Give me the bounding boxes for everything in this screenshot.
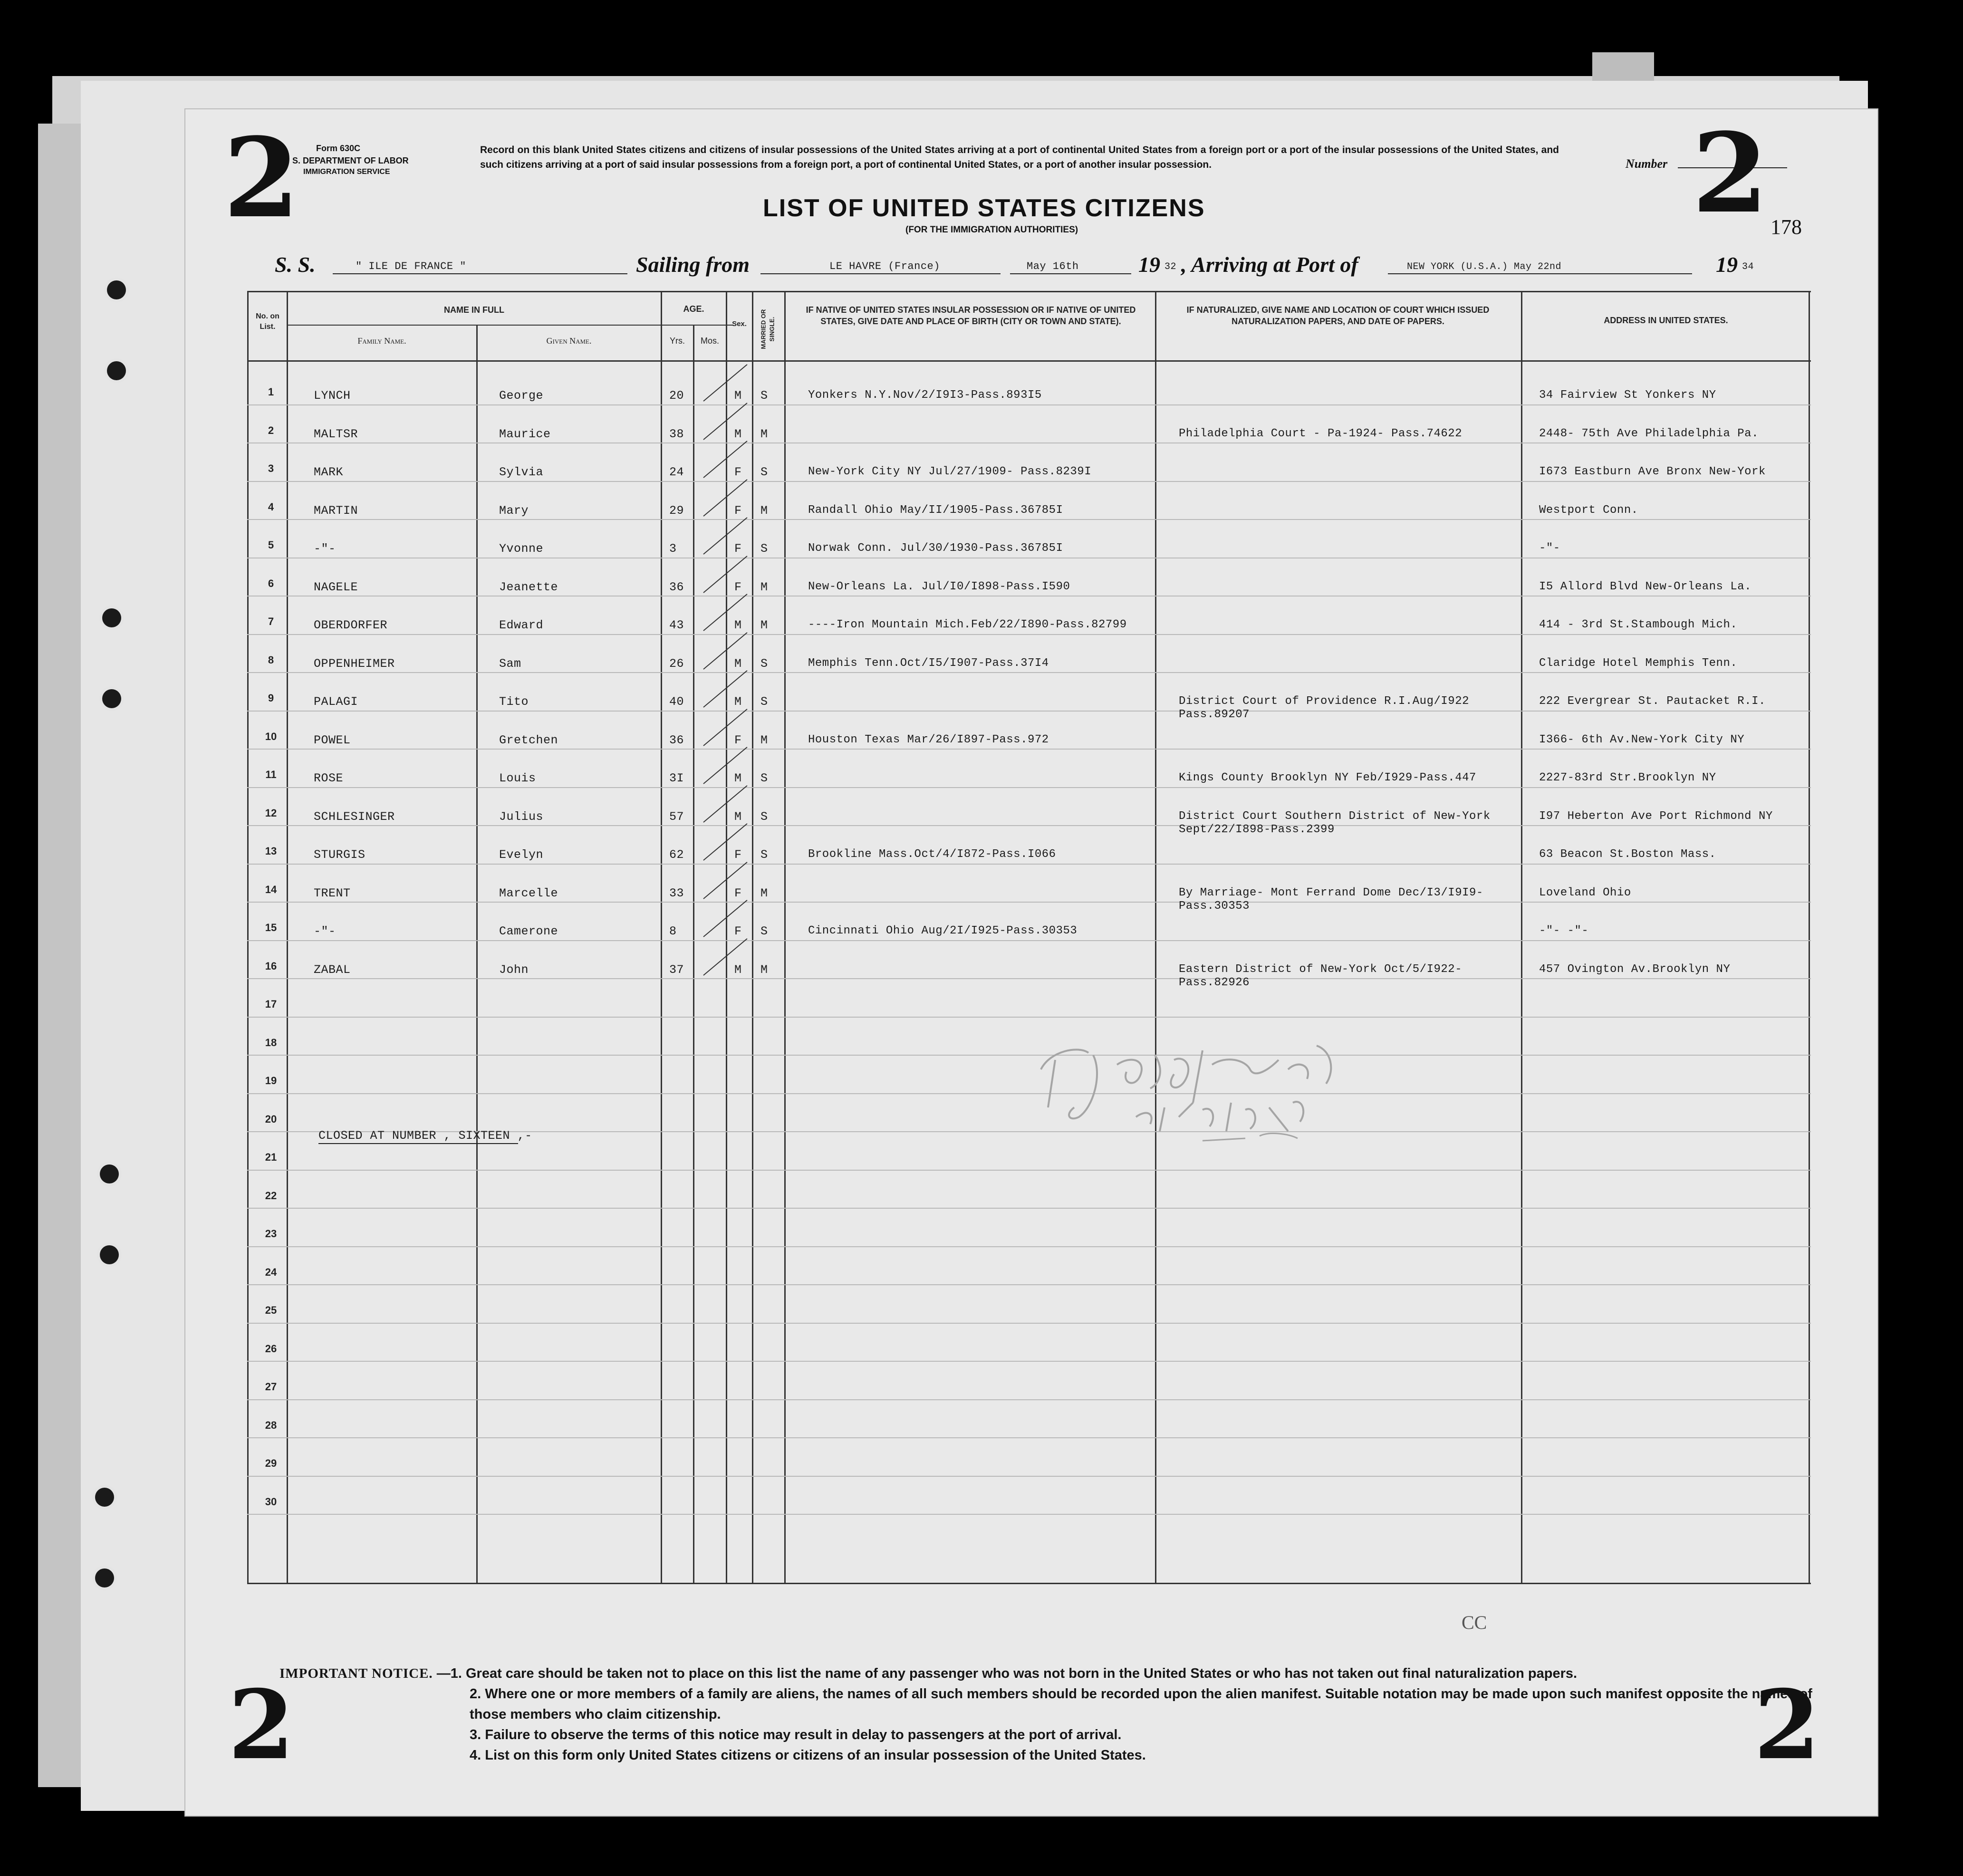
naturalization: By Marriage- Mont Ferrand Dome Dec/I3/I9I9-	[1179, 886, 1483, 899]
age-years: 29	[669, 503, 684, 518]
row-number: 9	[268, 692, 274, 704]
row-number: 21	[265, 1151, 277, 1163]
sex: M	[734, 389, 742, 403]
col-header-native: IF NATIVE OF UNITED STATES INSULAR POSSESSION OR IF NATIVE OF UNITED STATES, GIVE DATE AND PLACE OF BIRTH (CITY OR TOWN AND STATE).	[806, 305, 1136, 327]
row-rule	[247, 481, 1811, 482]
us-address: I366- 6th Av.New-York City NY	[1539, 733, 1745, 746]
naturalization-cont: Pass.89207	[1179, 708, 1250, 721]
marital-status: S	[760, 656, 768, 671]
row-number: 1	[268, 386, 274, 398]
form-subtitle: (FOR THE IMMIGRATION AUTHORITIES)	[905, 225, 1078, 235]
given-name: John	[499, 962, 529, 977]
marital-status: S	[760, 771, 768, 785]
arriving-label: , Arriving at Port of	[1181, 252, 1358, 277]
row-rule	[247, 1323, 1811, 1324]
sex: F	[734, 580, 742, 594]
table-bottom-border	[247, 1583, 1811, 1584]
number-value: 2	[1692, 109, 1769, 238]
given-name: Mary	[499, 503, 529, 518]
to-port-line	[1388, 273, 1692, 274]
us-address: I5 Allord Blvd New-Orleans La.	[1539, 580, 1752, 593]
ship-name: " ILE DE FRANCE "	[356, 260, 466, 272]
naturalization: Kings County Brooklyn NY Feb/I929-Pass.447	[1179, 771, 1476, 784]
birth-place: ----Iron Mountain Mich.Feb/22/I890-Pass.82799	[808, 618, 1127, 631]
given-name: Julius	[499, 809, 544, 824]
age-years: 40	[669, 695, 684, 709]
marital-status: S	[760, 465, 768, 479]
closed-note-underline	[318, 1143, 518, 1144]
naturalization: Eastern District of New-York Oct/5/I922-	[1179, 962, 1463, 976]
sex: F	[734, 886, 742, 900]
col-line	[476, 325, 478, 1584]
row-number: 4	[268, 500, 274, 513]
sailing-label: Sailing from	[636, 252, 750, 277]
col-line	[661, 291, 662, 1584]
punch-hole	[95, 1568, 114, 1587]
family-name: -"-	[314, 924, 336, 938]
row-rule	[247, 1208, 1811, 1209]
department: S. DEPARTMENT OF LABOR	[292, 156, 409, 165]
punch-hole	[100, 1164, 119, 1183]
us-address: 414 - 3rd St.Stambough Mich.	[1539, 618, 1738, 631]
given-name: Sam	[499, 656, 521, 671]
us-address: Loveland Ohio	[1539, 886, 1631, 899]
row-number: 25	[265, 1304, 277, 1316]
marital-status: S	[760, 848, 768, 862]
row-rule	[247, 978, 1811, 979]
family-name: MARK	[314, 465, 344, 479]
col-line	[1809, 291, 1810, 1584]
marital-status: S	[760, 542, 768, 556]
row-rule	[247, 672, 1811, 673]
row-rule	[247, 1437, 1811, 1438]
row-rule	[247, 825, 1811, 826]
birth-place: Randall Ohio May/II/1905-Pass.36785I	[808, 503, 1063, 517]
marital-status: M	[760, 962, 768, 977]
naturalization: Philadelphia Court - Pa-1924- Pass.74622	[1179, 427, 1463, 440]
row-rule	[247, 1284, 1811, 1285]
row-number: 26	[265, 1342, 277, 1355]
col-line	[247, 291, 249, 1584]
row-number: 5	[268, 539, 274, 551]
notice-item-2: 2. Where one or more members of a family are aliens, the names of all such members should be recorded upon the alien manifest. Suitable notation may be made upon such manifest opposite the names of those members who claim citizenship.	[470, 1686, 1812, 1722]
sex: M	[734, 771, 742, 785]
family-name: MALTSR	[314, 427, 358, 441]
row-number: 14	[265, 883, 277, 895]
family-name: NAGELE	[314, 580, 358, 594]
important-notice	[279, 1664, 1824, 1766]
given-name: Sylvia	[499, 465, 544, 479]
age-years: 36	[669, 733, 684, 747]
age-years: 26	[669, 656, 684, 671]
sex: F	[734, 465, 742, 479]
ship-line	[333, 273, 627, 274]
age-years: 36	[669, 580, 684, 594]
family-name: OBERDORFER	[314, 618, 388, 632]
row-number: 24	[265, 1266, 277, 1278]
row-rule	[247, 711, 1811, 712]
birth-place: Cincinnati Ohio Aug/2I/I925-Pass.30353	[808, 924, 1078, 937]
punch-hole	[102, 689, 121, 708]
service: IMMIGRATION SERVICE	[303, 168, 390, 176]
naturalization-cont: Pass.82926	[1179, 976, 1250, 989]
us-address: 457 Ovington Av.Brooklyn NY	[1539, 962, 1731, 976]
col-header-given: Given Name.	[546, 336, 592, 346]
table-top-border	[247, 291, 1811, 292]
age-years: 33	[669, 886, 684, 900]
age-years: 3	[669, 542, 677, 556]
col-line	[752, 291, 753, 1584]
row-rule	[247, 940, 1811, 941]
row-number: 29	[265, 1457, 277, 1469]
sex: F	[734, 733, 742, 747]
from-port-line	[760, 273, 1001, 274]
year-suffix-2: 34	[1742, 261, 1754, 272]
closed-note: CLOSED AT NUMBER , SIXTEEN ,-	[318, 1129, 532, 1143]
marital-status: S	[760, 924, 768, 938]
given-name: Louis	[499, 771, 536, 785]
form-title: LIST OF UNITED STATES CITIZENS	[763, 194, 1205, 222]
marital-status: M	[760, 618, 768, 632]
row-number: 22	[265, 1189, 277, 1202]
row-rule	[247, 519, 1811, 520]
given-name: Edward	[499, 618, 544, 632]
birth-place: Memphis Tenn.Oct/I5/I907-Pass.37I4	[808, 656, 1049, 670]
col-header-address: ADDRESS IN UNITED STATES.	[1604, 316, 1728, 325]
family-name: PALAGI	[314, 695, 358, 709]
marital-status: M	[760, 733, 768, 747]
col-header-name: NAME IN FULL	[444, 305, 504, 315]
row-number: 15	[265, 922, 277, 933]
marital-status: M	[760, 427, 768, 441]
row-number: 12	[265, 807, 277, 819]
age-years: 3I	[669, 771, 684, 785]
marital-status: S	[760, 695, 768, 709]
punch-hole	[102, 608, 121, 627]
col-line	[726, 291, 727, 1584]
family-name: OPPENHEIMER	[314, 656, 395, 671]
sex: M	[734, 962, 742, 977]
sex: M	[734, 695, 742, 709]
year-prefix-2: 19	[1716, 252, 1738, 277]
naturalization-cont: Sept/22/I898-Pass.2399	[1179, 823, 1335, 836]
marital-status: M	[760, 886, 768, 900]
from-date-line	[1010, 273, 1131, 274]
col-line	[1155, 291, 1156, 1584]
family-name: MARTIN	[314, 503, 358, 518]
form-id: Form 630C	[316, 144, 361, 153]
us-address: 2227-83rd Str.Brooklyn NY	[1539, 771, 1716, 784]
family-name: SCHLESINGER	[314, 809, 395, 824]
us-address: -"- -"-	[1539, 924, 1589, 937]
row-number: 28	[265, 1419, 277, 1431]
row-number: 27	[265, 1381, 277, 1393]
notice-item-3: 3. Failure to observe the terms of this notice may result in delay to passengers at the port of arrival.	[470, 1727, 1122, 1742]
row-number: 13	[265, 845, 277, 857]
to-port: NEW YORK (U.S.A.) May 22nd	[1407, 261, 1562, 272]
col-line	[693, 325, 694, 1584]
col-header-mos: Mos.	[700, 336, 719, 346]
number-label: Number	[1626, 157, 1668, 171]
row-number: 2	[268, 424, 274, 436]
punch-hole	[107, 361, 126, 380]
us-address: Westport Conn.	[1539, 503, 1638, 517]
family-name: TRENT	[314, 886, 351, 900]
us-address: 222 Evergrear St. Pautacket R.I.	[1539, 695, 1766, 708]
birth-place: New-York City NY Jul/27/1909- Pass.8239I	[808, 465, 1092, 478]
row-number: 7	[268, 616, 274, 627]
sex: M	[734, 618, 742, 632]
sex: M	[734, 656, 742, 671]
col-header-no: No. on List.	[256, 312, 279, 331]
row-number: 19	[265, 1075, 277, 1087]
us-address: I673 Eastburn Ave Bronx New-York	[1539, 465, 1766, 478]
age-years: 8	[669, 924, 677, 938]
header-bottom-border	[247, 360, 1811, 362]
age-years: 62	[669, 848, 684, 862]
instructions: Record on this blank United States citizens and citizens of insular possessions of the United States arriving at a port of continental United States from a foreign port or a port of the insular possessions of the United States, and such citizens arriving at a port of said insular possessions from a foreign port, a port of continental United States, or a port of another insular possession.	[480, 144, 1559, 170]
from-date: May 16th	[1027, 260, 1079, 272]
us-address: Claridge Hotel Memphis Tenn.	[1539, 656, 1738, 670]
inspector-signature	[1022, 1008, 1393, 1150]
sex: F	[734, 503, 742, 518]
row-number: 17	[265, 998, 277, 1010]
name-subheader-line	[288, 325, 733, 326]
given-name: Yvonne	[499, 542, 544, 556]
family-name: ROSE	[314, 771, 344, 785]
sheet-number-mark-bottom-left: 2	[228, 1669, 295, 1781]
family-name: LYNCH	[314, 389, 351, 403]
given-name: George	[499, 389, 544, 403]
family-name: POWEL	[314, 733, 351, 747]
birth-place: Brookline Mass.Oct/4/I872-Pass.I066	[808, 848, 1056, 861]
birth-place: Norwak Conn. Jul/30/1930-Pass.36785I	[808, 542, 1063, 555]
row-number: 11	[265, 769, 277, 780]
row-rule	[247, 864, 1811, 865]
given-name: Jeanette	[499, 580, 558, 594]
bottom-mark: CC	[1462, 1612, 1487, 1633]
page-number: 178	[1771, 215, 1802, 239]
given-name: Gretchen	[499, 733, 558, 747]
punch-hole	[100, 1245, 119, 1264]
row-number: 16	[265, 960, 277, 972]
row-number: 30	[265, 1495, 277, 1508]
given-name: Evelyn	[499, 848, 544, 862]
row-rule	[247, 902, 1811, 903]
naturalization: District Court of Providence R.I.Aug/I922	[1179, 695, 1469, 708]
col-line	[287, 291, 288, 1584]
row-rule	[247, 749, 1811, 750]
row-number: 10	[265, 730, 277, 742]
col-line	[784, 291, 786, 1584]
us-address: 63 Beacon St.Boston Mass.	[1539, 848, 1716, 861]
row-rule	[247, 634, 1811, 635]
family-name: -"-	[314, 542, 336, 556]
naturalization-cont: Pass.30353	[1179, 899, 1250, 913]
row-rule	[247, 1246, 1811, 1247]
sex: M	[734, 809, 742, 824]
given-name: Marcelle	[499, 886, 558, 900]
age-years: 37	[669, 962, 684, 977]
year-prefix-1: 19	[1138, 252, 1160, 277]
given-name: Camerone	[499, 924, 558, 938]
sex: M	[734, 427, 742, 441]
marital-status: S	[760, 389, 768, 403]
col-header-naturalized: IF NATURALIZED, GIVE NAME AND LOCATION OF COURT WHICH ISSUED NATURALIZATION PAPERS, AND DATE OF PAPERS.	[1186, 305, 1490, 327]
col-line	[1521, 291, 1522, 1584]
year-suffix-1: 32	[1164, 261, 1177, 272]
row-rule	[247, 1514, 1811, 1515]
row-rule	[247, 1361, 1811, 1362]
us-address: -"-	[1539, 542, 1560, 555]
sex: F	[734, 924, 742, 938]
row-number: 8	[268, 654, 274, 666]
row-rule	[247, 787, 1811, 788]
row-rule	[247, 1170, 1811, 1171]
punch-hole	[107, 280, 126, 299]
us-address: I97 Heberton Ave Port Richmond NY	[1539, 809, 1773, 823]
row-number: 18	[265, 1036, 277, 1049]
notice-item-1: —1. Great care should be taken not to place on this list the name of any passenger who was not born in the United States or who has not taken out final naturalization papers.	[436, 1666, 1578, 1681]
row-number: 6	[268, 577, 274, 589]
punch-hole	[95, 1488, 114, 1507]
row-rule	[247, 404, 1811, 405]
col-header-yrs: Yrs.	[669, 336, 685, 346]
ss-label: S. S.	[275, 252, 316, 277]
sheet-number-mark-bottom-right: 2	[1754, 1669, 1820, 1781]
given-name: Maurice	[499, 427, 551, 441]
col-header-sex: Sex.	[732, 320, 747, 328]
col-header-married: MARRIED OR SINGLE.	[760, 309, 775, 349]
given-name: Tito	[499, 695, 529, 709]
age-years: 20	[669, 389, 684, 403]
from-port: LE HAVRE (France)	[829, 260, 940, 272]
row-rule	[247, 1476, 1811, 1477]
notice-heading: IMPORTANT NOTICE.	[279, 1666, 433, 1681]
row-number: 23	[265, 1228, 277, 1240]
sex: F	[734, 542, 742, 556]
age-years: 43	[669, 618, 684, 632]
age-years: 57	[669, 809, 684, 824]
naturalization: District Court Southern District of New-York	[1179, 809, 1491, 823]
marital-status: M	[760, 580, 768, 594]
family-name: ZABAL	[314, 962, 351, 977]
row-number: 20	[265, 1113, 277, 1125]
marital-status: S	[760, 809, 768, 824]
us-address: 2448- 75th Ave Philadelphia Pa.	[1539, 427, 1759, 440]
col-header-age: AGE.	[683, 304, 704, 314]
sheet-number-mark: 2	[223, 114, 300, 242]
family-name: STURGIS	[314, 848, 366, 862]
age-years: 24	[669, 465, 684, 479]
row-number: 3	[268, 462, 274, 474]
sex: F	[734, 848, 742, 862]
row-rule	[247, 1399, 1811, 1400]
birth-place: Houston Texas Mar/26/I897-Pass.972	[808, 733, 1049, 746]
age-years: 38	[669, 427, 684, 441]
birth-place: New-Orleans La. Jul/I0/I898-Pass.I590	[808, 580, 1070, 593]
birth-place: Yonkers N.Y.Nov/2/I9I3-Pass.893I5	[808, 389, 1042, 402]
col-header-family: Family Name.	[357, 336, 406, 346]
us-address: 34 Fairview St Yonkers NY	[1539, 389, 1716, 402]
notice-item-4: 4. List on this form only United States citizens or citizens of an insular possession of the United States.	[470, 1748, 1146, 1763]
marital-status: M	[760, 503, 768, 518]
